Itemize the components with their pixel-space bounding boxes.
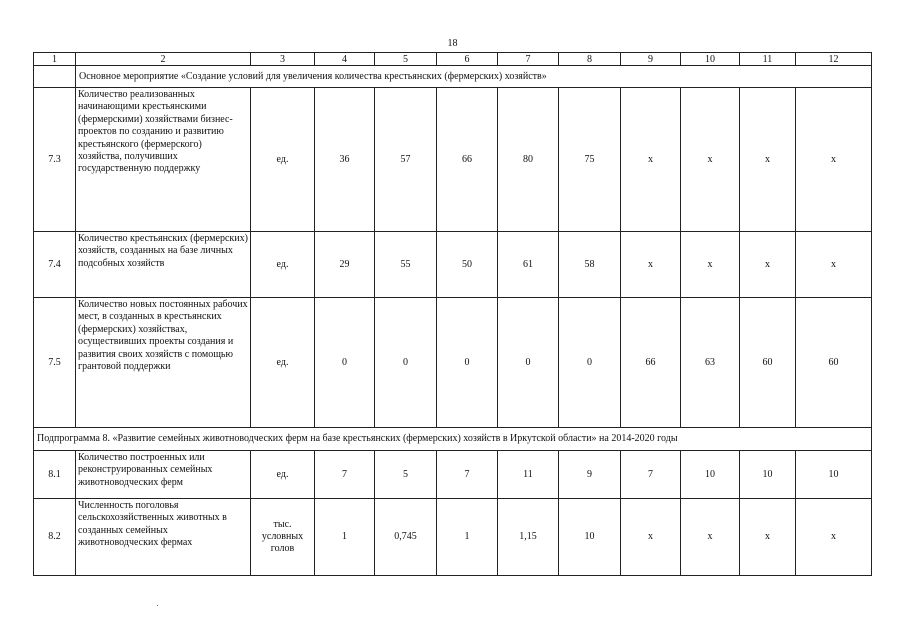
section-title: Основное мероприятие «Создание условий для увеличения количества крестьянских (фермерских) хозяйств»: [76, 66, 872, 88]
value-cell: 7: [437, 451, 498, 499]
page-number: 18: [447, 38, 458, 49]
col-header: 11: [740, 53, 796, 66]
value-cell: 66: [437, 88, 498, 232]
subprogram-row: [34, 428, 872, 451]
column-number-row: [34, 53, 872, 66]
value-cell: 0,745: [375, 499, 437, 576]
value-cell: 0: [559, 298, 621, 428]
value-cell: х: [740, 232, 796, 298]
row-number: 8.2: [34, 499, 76, 576]
col-header: 12: [796, 53, 872, 66]
value-cell: 11: [498, 451, 559, 499]
value-cell: 0: [437, 298, 498, 428]
col-header: 2: [76, 53, 251, 66]
value-cell: 55: [375, 232, 437, 298]
value-cell: х: [621, 499, 681, 576]
col-header: 1: [34, 53, 76, 66]
col-header: 8: [559, 53, 621, 66]
table-row: [34, 499, 872, 576]
row-number: 8.1: [34, 451, 76, 499]
value-cell: 50: [437, 232, 498, 298]
value-cell: х: [796, 88, 872, 232]
value-cell: 66: [621, 298, 681, 428]
value-cell: 63: [681, 298, 740, 428]
col-header: 10: [681, 53, 740, 66]
row-unit: ед.: [251, 88, 315, 232]
value-cell: 1,15: [498, 499, 559, 576]
value-cell: 7: [315, 451, 375, 499]
value-cell: х: [621, 88, 681, 232]
table-row: [34, 298, 872, 428]
value-cell: 10: [796, 451, 872, 499]
section-row: [34, 66, 872, 88]
value-cell: 75: [559, 88, 621, 232]
value-cell: 58: [559, 232, 621, 298]
row-number: 7.5: [34, 298, 76, 428]
col-header: 6: [437, 53, 498, 66]
value-cell: 1: [437, 499, 498, 576]
row-description: Количество новых постоянных рабочих мест, в созданных в крестьянских (фермерских) хозяйствах, осуществивших проекты создания и развития своих хозяйств с помощью грантовой поддержки: [76, 298, 251, 428]
value-cell: 0: [498, 298, 559, 428]
value-cell: 29: [315, 232, 375, 298]
value-cell: х: [681, 499, 740, 576]
row-unit: ед.: [251, 232, 315, 298]
col-header: 7: [498, 53, 559, 66]
row-unit: ед.: [251, 298, 315, 428]
value-cell: 57: [375, 88, 437, 232]
table-row: [34, 232, 872, 298]
value-cell: 36: [315, 88, 375, 232]
value-cell: 5: [375, 451, 437, 499]
row-number: 7.3: [34, 88, 76, 232]
col-header: 9: [621, 53, 681, 66]
empty-cell: [34, 66, 76, 88]
value-cell: х: [796, 499, 872, 576]
col-header: 3: [251, 53, 315, 66]
value-cell: 10: [740, 451, 796, 499]
row-description: Количество построенных или реконструированных семейных животноводческих ферм: [76, 451, 251, 499]
value-cell: 9: [559, 451, 621, 499]
value-cell: 0: [375, 298, 437, 428]
value-cell: 0: [315, 298, 375, 428]
value-cell: х: [681, 88, 740, 232]
col-header: 4: [315, 53, 375, 66]
row-unit: тыс. условных голов: [251, 499, 315, 576]
row-description: Численность поголовья сельскохозяйственных животных в созданных семейных животноводческих фермах: [76, 499, 251, 576]
value-cell: 60: [796, 298, 872, 428]
row-description: Количество реализованных начинающими крестьянскими (фермерскими) хозяйствами бизнес-проектов по созданию и развитию крестьянского (фермерского) хозяйства, получивших государственную поддержку: [76, 88, 251, 232]
value-cell: 80: [498, 88, 559, 232]
row-unit: ед.: [251, 451, 315, 499]
value-cell: 7: [621, 451, 681, 499]
table-row: [34, 88, 872, 232]
col-header: 5: [375, 53, 437, 66]
value-cell: х: [740, 499, 796, 576]
value-cell: х: [681, 232, 740, 298]
value-cell: 1: [315, 499, 375, 576]
value-cell: 10: [559, 499, 621, 576]
value-cell: 60: [740, 298, 796, 428]
table-row: [34, 451, 872, 499]
value-cell: х: [796, 232, 872, 298]
subprogram-title: Подпрограмма 8. «Развитие семейных животноводческих ферм на базе крестьянских (фермерских) хозяйств в Иркутской области» на 2014-2020 годы: [34, 428, 872, 451]
row-number: 7.4: [34, 232, 76, 298]
indicators-table: [33, 52, 872, 576]
scan-speck: [157, 605, 158, 606]
value-cell: х: [621, 232, 681, 298]
row-description: Количество крестьянских (фермерских) хозяйств, созданных на базе личных подсобных хозяйств: [76, 232, 251, 298]
value-cell: 10: [681, 451, 740, 499]
value-cell: х: [740, 88, 796, 232]
value-cell: 61: [498, 232, 559, 298]
